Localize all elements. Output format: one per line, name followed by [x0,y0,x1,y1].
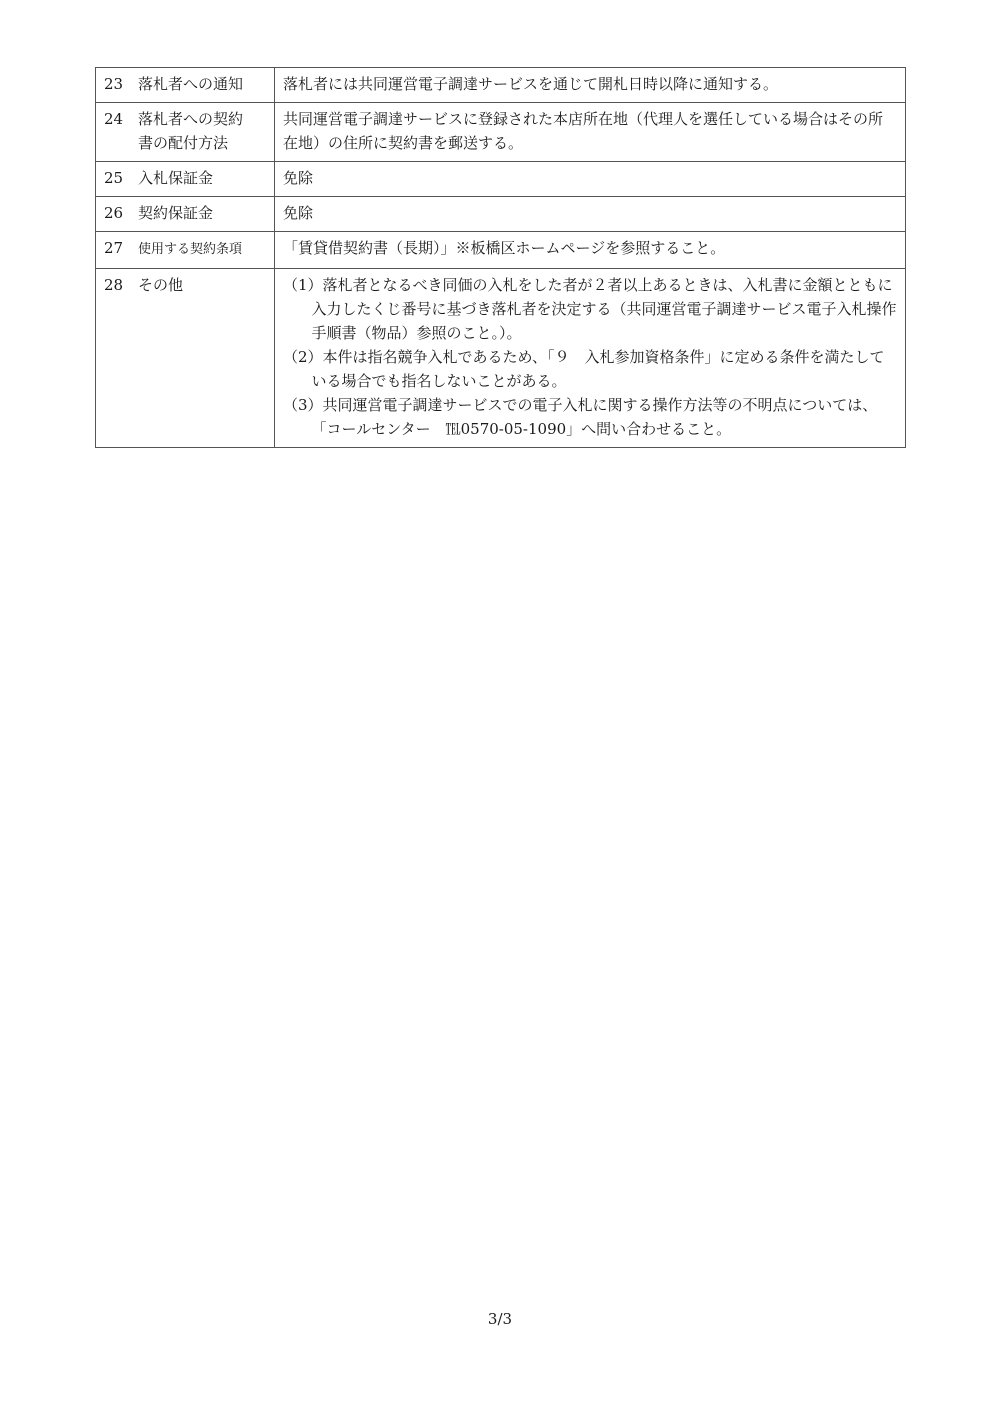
row-value: 落札者には共同運営電子調達サービスを通じて開札日時以降に通知する。 [275,68,906,103]
row-label-text-continued: 書の配付方法 [138,134,229,152]
bid-conditions-table [95,67,906,448]
list-item: （2）本件は指名競争入札であるため、「９ 入札参加資格条件」に定める条件を満たしている場合でも指名しないことがある。 [283,348,885,390]
row-value: 免除 [275,197,906,232]
row-label [96,68,275,103]
table-row [96,103,906,162]
table-row [96,68,906,103]
row-value: 免除 [275,162,906,197]
row-value [275,269,906,448]
row-label-text: 落札者への通知 [138,75,244,93]
list-item: （3）共同運営電子調達サービスでの電子入札に関する操作方法等の不明点については、「コールセンター ℡0570-05-1090」へ問い合わせること。 [283,396,878,438]
table-row [96,269,906,448]
table-row [96,162,906,197]
row-label-text: 契約保証金 [138,204,214,222]
row-number: 27 [104,239,124,257]
row-label [96,162,275,197]
row-value: 「賃貸借契約書（長期）」※板橋区ホームページを参照すること。 [275,232,906,269]
row-label-text: その他 [138,276,184,294]
table-row [96,197,906,232]
page-number: 3/3 [487,1310,513,1328]
row-label [96,197,275,232]
row-label-text: 入札保証金 [138,169,214,187]
row-number: 24 [104,110,124,128]
row-number: 28 [104,276,124,294]
row-label [96,232,275,269]
row-number: 23 [104,75,124,93]
row-value: 共同運営電子調達サービスに登録された本店所在地（代理人を選任している場合はその所在地）の住所に契約書を郵送する。 [275,103,906,162]
table-row [96,232,906,269]
row-label-text: 落札者への契約 [138,110,244,128]
row-number: 25 [104,169,124,187]
row-number: 26 [104,204,124,222]
row-label [96,269,275,448]
row-label-text: 使用する契約条項 [138,242,243,257]
row-label [96,103,275,162]
list-item: （1）落札者となるべき同価の入札をした者が２者以上あるときは、入札書に金額とともに入力したくじ番号に基づき落札者を決定する（共同運営電子調達サービス電子入札操作手順書（物品）参照のこと。）。 [283,276,897,342]
